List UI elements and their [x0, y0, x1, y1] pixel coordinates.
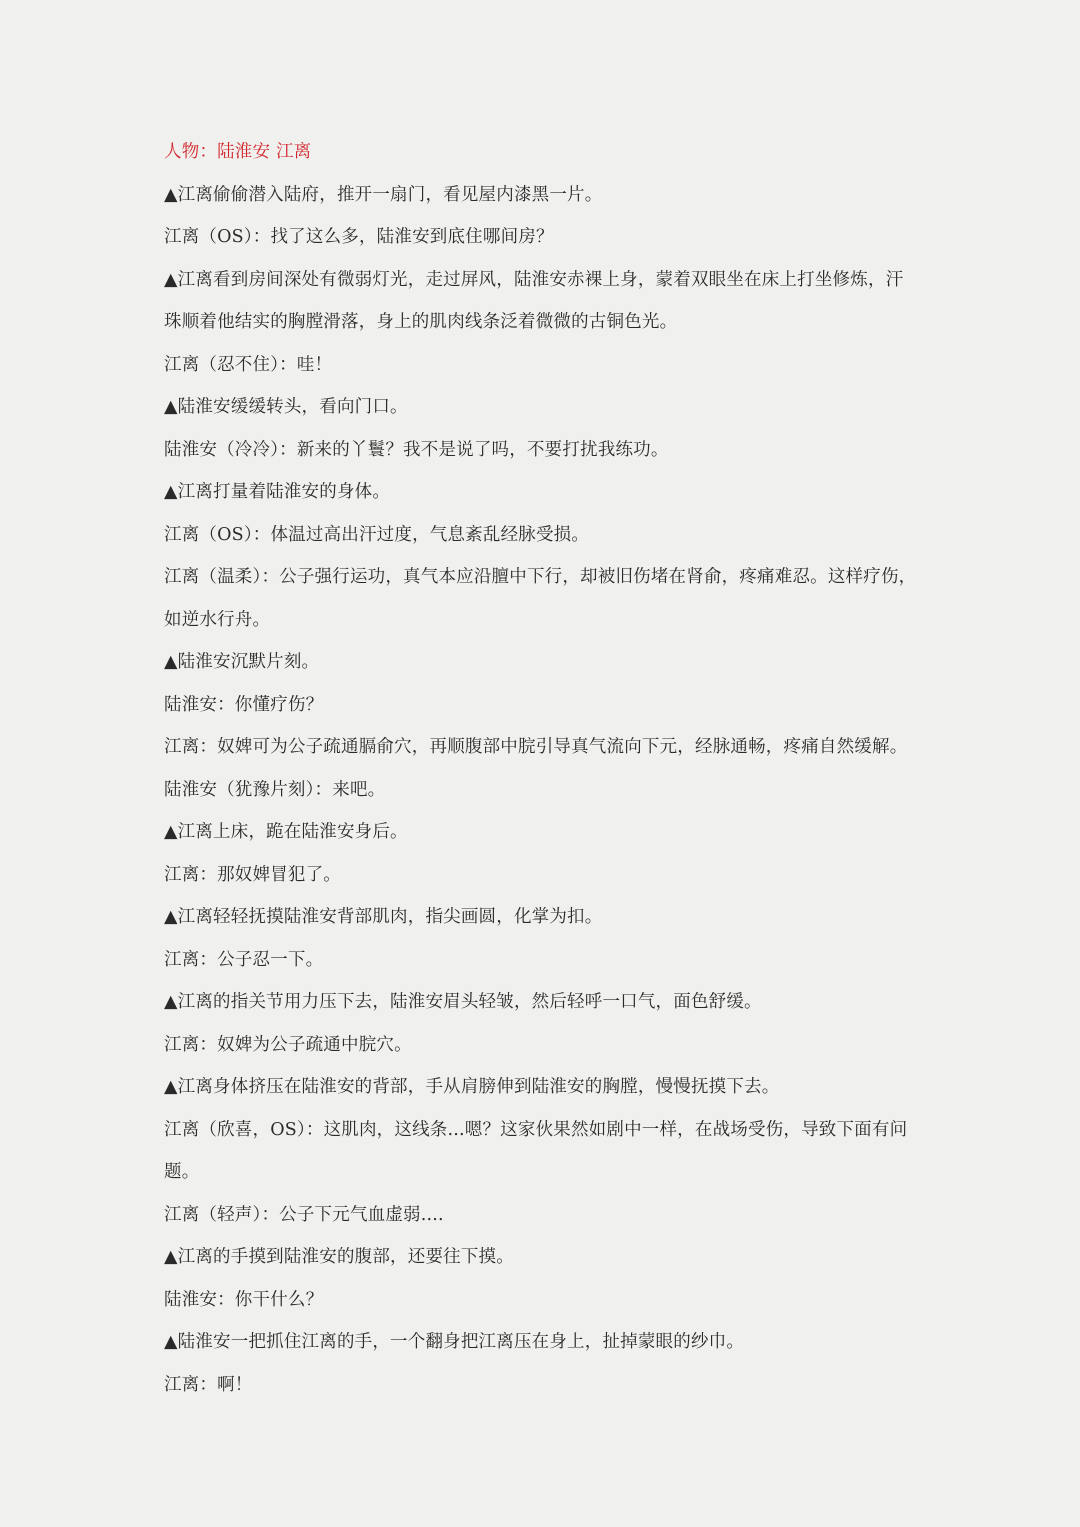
script-line: 江离（OS）：体温过高出汗过度，气息紊乱经脉受损。: [164, 524, 590, 545]
script-line: 江离（轻声）：公子下元气血虚弱....: [164, 1204, 444, 1225]
script-line: ▲江离打量着陆淮安的身体。: [164, 482, 391, 502]
script-line: ▲陆淮安沉默片刻。: [164, 652, 320, 672]
script-line: ▲江离上床，跪在陆淮安身后。: [164, 822, 408, 842]
script-line: ▲江离的手摸到陆淮安的腹部，还要往下摸。: [164, 1247, 514, 1267]
script-line: ▲江离的指关节用力压下去，陆淮安眉头轻皱，然后轻呼一口气，面色舒缓。: [164, 992, 762, 1012]
script-line: 珠顺着他结实的胸膛滑落，身上的肌肉线条泛着微微的古铜色光。: [164, 312, 678, 332]
script-line: 题。: [164, 1162, 200, 1182]
script-line: ▲江离身体挤压在陆淮安的背部，手从肩膀伸到陆淮安的胸膛，慢慢抚摸下去。: [164, 1077, 780, 1097]
script-line: 江离：啊！: [164, 1374, 253, 1395]
script-line: 江离：奴婢为公子疏通中脘穴。: [164, 1034, 412, 1055]
script-line: 陆淮安（犹豫片刻）：来吧。: [164, 779, 386, 800]
script-line: 如逆水行舟。: [164, 609, 271, 630]
script-line: 陆淮安（冷冷）：新来的丫鬟？我不是说了吗，不要打扰我练功。: [164, 439, 669, 460]
script-line: ▲江离轻轻抚摸陆淮安背部肌肉，指尖画圆，化掌为扣。: [164, 907, 603, 927]
script-line: 陆淮安：你干什么？: [164, 1289, 324, 1310]
script-line: 江离（温柔）：公子强行运功，真气本应沿膻中下行，却被旧伤堵在肾俞，疼痛难忍。这样疗伤，: [164, 567, 917, 587]
script-line: 江离：奴婢可为公子疏通膈俞穴，再顺腹部中脘引导真气流向下元，经脉通畅，疼痛自然缓解。: [164, 737, 908, 757]
script-line: 江离（OS）：找了这么多，陆淮安到底住哪间房？: [164, 227, 554, 247]
script-line: 江离（忍不住）：哇！: [164, 354, 333, 375]
script-line: ▲陆淮安一把抓住江离的手，一个翻身把江离压在身上，扯掉蒙眼的纱巾。: [164, 1332, 745, 1352]
script-line: 江离：公子忍一下。: [164, 949, 324, 970]
script-line: ▲陆淮安缓缓转头，看向门口。: [164, 397, 408, 417]
characters-heading: 人物：陆淮安 江离: [164, 142, 312, 162]
script-line: ▲江离偷偷潜入陆府，推开一扇门，看见屋内漆黑一片。: [164, 184, 603, 205]
script-page: [164, 131, 954, 1406]
script-line: 陆淮安：你懂疗伤？: [164, 694, 324, 715]
script-line: 江离：那奴婢冒犯了。: [164, 864, 341, 885]
script-line: ▲江离看到房间深处有微弱灯光，走过屏风，陆淮安赤裸上身，蒙着双眼坐在床上打坐修炼，汗: [164, 269, 904, 290]
script-line: 江离（欣喜，OS）：这肌肉，这线条...嗯？这家伙果然如剧中一样，在战场受伤，导致下面有问: [164, 1119, 908, 1140]
